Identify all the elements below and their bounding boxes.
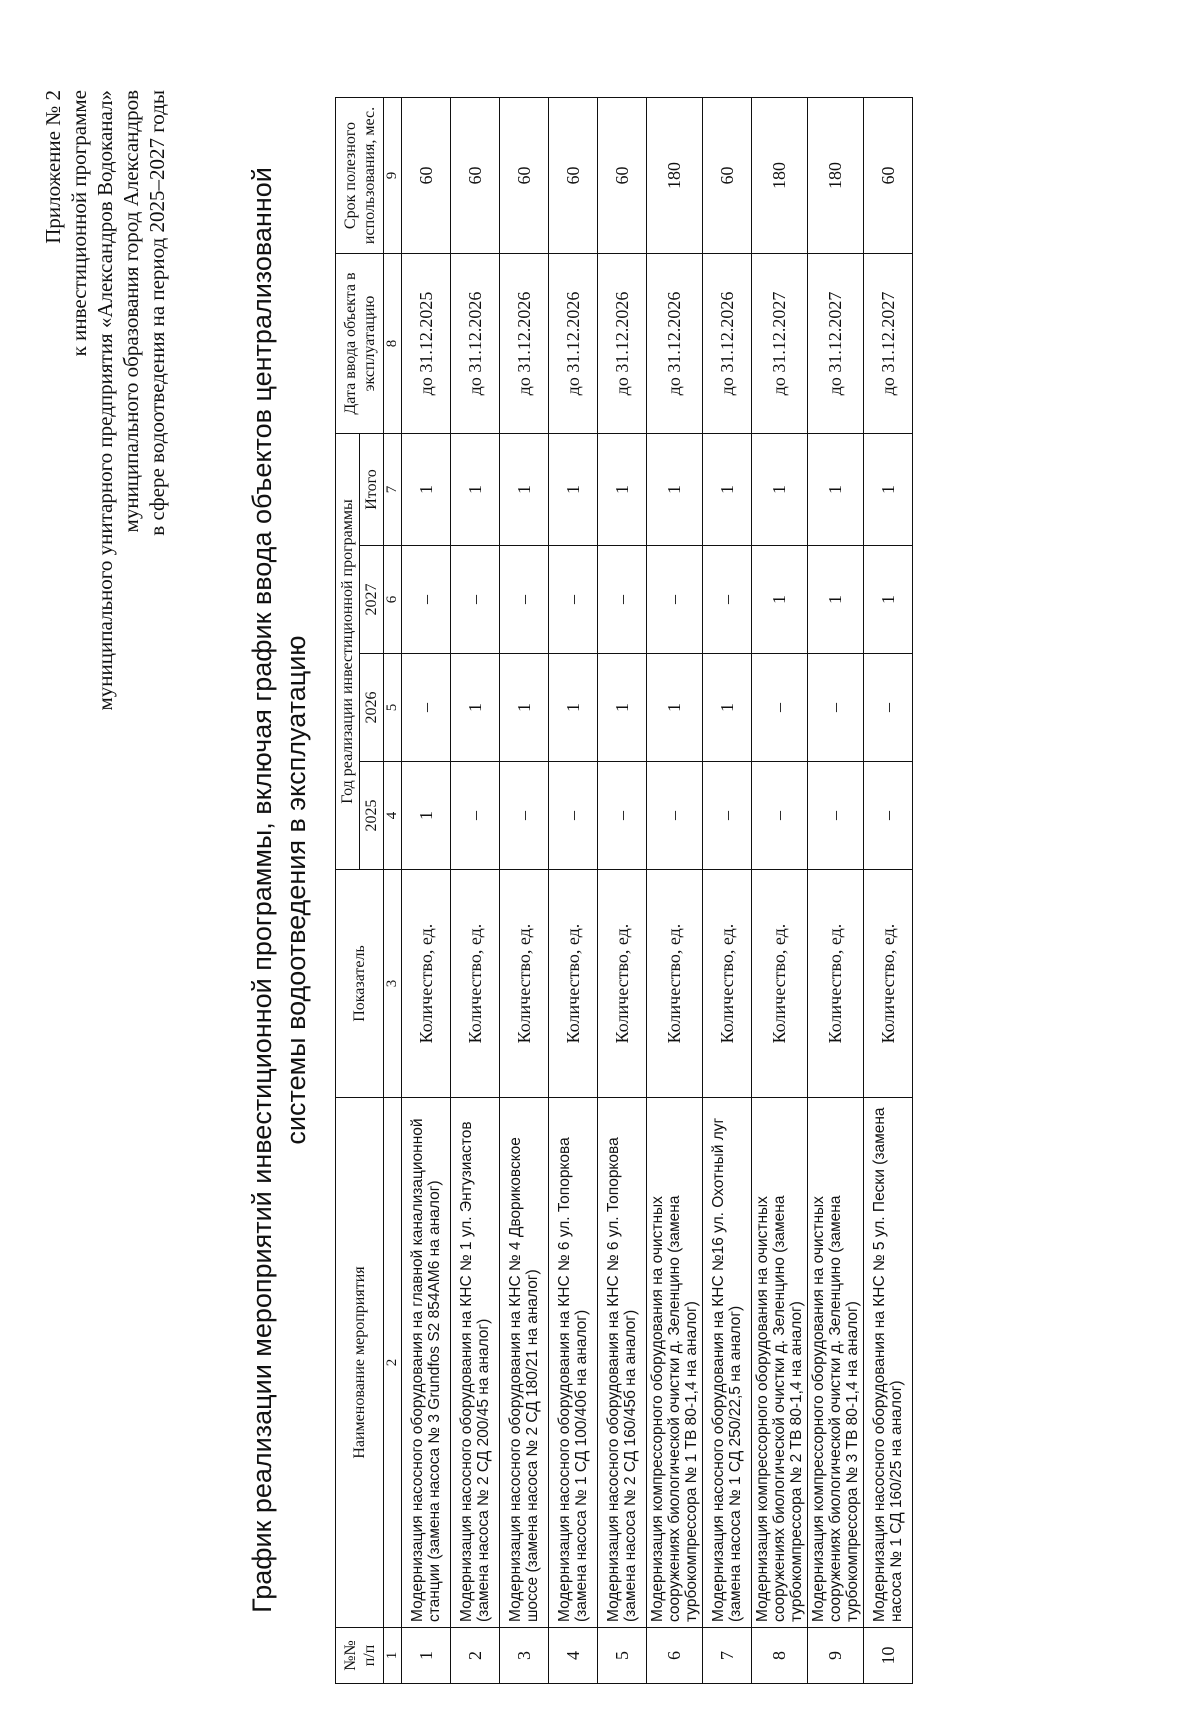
header-life: Срок полезного использования, мес. — [336, 98, 384, 254]
year-2026-cell: 1 — [500, 654, 549, 762]
row-number: 5 — [598, 1628, 647, 1684]
event-name: Модернизация насосного оборудования на главной канализационной станции (замена насоса № 3 Grundfos S2 854AM6 на аналог) — [402, 1098, 451, 1628]
year-2025-cell: – — [598, 762, 647, 870]
total-cell: 1 — [808, 434, 864, 546]
total-cell: 1 — [752, 434, 808, 546]
indicator-cell: Количество, ед. — [500, 870, 549, 1098]
commissioning-date-cell: до 31.12.2026 — [598, 254, 647, 434]
year-2025-cell: – — [451, 762, 500, 870]
header-indicator: Показатель — [336, 870, 384, 1098]
header-total: Итого — [360, 434, 384, 546]
useful-life-cell: 180 — [752, 98, 808, 254]
indicator-cell: Количество, ед. — [598, 870, 647, 1098]
useful-life-cell: 60 — [500, 98, 549, 254]
table-row — [549, 98, 598, 1684]
event-name: Модернизация насосного оборудования на КНС № 5 ул. Пески (замена насоса № 1 СД 160/25 на аналог) — [864, 1098, 913, 1628]
total-cell: 1 — [598, 434, 647, 546]
indicator-cell: Количество, ед. — [864, 870, 913, 1098]
total-cell: 1 — [549, 434, 598, 546]
year-2025-cell: – — [808, 762, 864, 870]
table-row — [598, 98, 647, 1684]
table-row — [402, 98, 451, 1684]
commissioning-date-cell: до 31.12.2026 — [500, 254, 549, 434]
indicator-cell: Количество, ед. — [451, 870, 500, 1098]
row-number: 4 — [549, 1628, 598, 1684]
year-2026-cell: 1 — [598, 654, 647, 762]
row-number: 1 — [402, 1628, 451, 1684]
total-cell: 1 — [402, 434, 451, 546]
column-number: 9 — [384, 98, 402, 254]
total-cell: 1 — [647, 434, 703, 546]
useful-life-cell: 180 — [647, 98, 703, 254]
commissioning-date-cell: до 31.12.2026 — [703, 254, 752, 434]
appendix-line: в сфере водоотведения на период 2025–2027 годы — [145, 90, 169, 536]
column-number: 5 — [384, 654, 402, 762]
year-2027-cell: – — [598, 546, 647, 654]
schedule-table — [335, 97, 913, 1684]
event-name: Модернизация компрессорного оборудования на очистных сооружениях биологической очистки д. Зеленцино (замена турбокомпрессора № 1 ТВ 80-1,4 на аналог) — [647, 1098, 703, 1628]
year-2026-cell: 1 — [647, 654, 703, 762]
year-2025-cell: 1 — [402, 762, 451, 870]
year-2027-cell: 1 — [864, 546, 913, 654]
useful-life-cell: 60 — [549, 98, 598, 254]
year-2026-cell: – — [402, 654, 451, 762]
event-name: Модернизация насосного оборудования на КНС № 6 ул. Топоркова (замена насоса № 2 СД 160/45б на аналог) — [598, 1098, 647, 1628]
total-cell: 1 — [703, 434, 752, 546]
row-number: 7 — [703, 1628, 752, 1684]
row-number: 6 — [647, 1628, 703, 1684]
year-2025-cell: – — [549, 762, 598, 870]
year-2026-cell: 1 — [451, 654, 500, 762]
header-name: Наименование мероприятия — [336, 1098, 384, 1628]
year-2027-cell: 1 — [752, 546, 808, 654]
column-number: 6 — [384, 546, 402, 654]
commissioning-date-cell: до 31.12.2026 — [549, 254, 598, 434]
table-body — [402, 98, 913, 1684]
total-cell: 1 — [500, 434, 549, 546]
year-2026-cell: – — [864, 654, 913, 762]
total-cell: 1 — [451, 434, 500, 546]
column-number: 1 — [384, 1628, 402, 1684]
year-2026-cell: – — [808, 654, 864, 762]
document-title — [245, 90, 313, 1690]
table-row — [864, 98, 913, 1684]
event-name: Модернизация насосного оборудования на КНС № 4 Двориковское шоссе (замена насоса № 2 СД 180/21 на аналог) — [500, 1098, 549, 1628]
year-2026-cell: 1 — [549, 654, 598, 762]
year-2027-cell: – — [549, 546, 598, 654]
useful-life-cell: 180 — [808, 98, 864, 254]
year-2027-cell: – — [451, 546, 500, 654]
indicator-cell: Количество, ед. — [808, 870, 864, 1098]
commissioning-date-cell: до 31.12.2027 — [752, 254, 808, 434]
event-name: Модернизация компрессорного оборудования на очистных сооружениях биологической очистки д. Зеленцино (замена турбокомпрессора № 2 ТВ 80-1,4 на аналог) — [752, 1098, 808, 1628]
appendix-line: муниципального образования город Александров — [119, 90, 143, 533]
header-2027: 2027 — [360, 546, 384, 654]
document-page — [40, 90, 1120, 1690]
commissioning-date-cell: до 31.12.2026 — [451, 254, 500, 434]
column-number: 8 — [384, 254, 402, 434]
year-2026-cell: – — [752, 654, 808, 762]
commissioning-date-cell: до 31.12.2027 — [864, 254, 913, 434]
year-2027-cell: 1 — [808, 546, 864, 654]
indicator-cell: Количество, ед. — [402, 870, 451, 1098]
year-2027-cell: – — [647, 546, 703, 654]
indicator-cell: Количество, ед. — [549, 870, 598, 1098]
table-row — [703, 98, 752, 1684]
total-cell: 1 — [864, 434, 913, 546]
appendix-header — [40, 90, 170, 1690]
useful-life-cell: 60 — [402, 98, 451, 254]
column-number: 2 — [384, 1098, 402, 1628]
year-2025-cell: – — [647, 762, 703, 870]
table-row — [500, 98, 549, 1684]
appendix-line: муниципального унитарного предприятия «Александров Водоканал» — [93, 90, 117, 711]
indicator-cell: Количество, ед. — [647, 870, 703, 1098]
year-2027-cell: – — [402, 546, 451, 654]
header-2026: 2026 — [360, 654, 384, 762]
table-row — [647, 98, 703, 1684]
event-name: Модернизация насосного оборудования на КНС № 6 ул. Топоркова (замена насоса № 1 СД 100/40б на аналог) — [549, 1098, 598, 1628]
useful-life-cell: 60 — [864, 98, 913, 254]
event-name: Модернизация насосного оборудования на КНС №16 ул. Охотный луг (замена насоса № 1 СД 250/22,5 на аналог) — [703, 1098, 752, 1628]
year-2025-cell: – — [752, 762, 808, 870]
event-name: Модернизация насосного оборудования на КНС № 1 ул. Энтузиастов (замена насоса № 2 СД 200/45 на аналог) — [451, 1098, 500, 1628]
year-2025-cell: – — [500, 762, 549, 870]
event-name: Модернизация компрессорного оборудования на очистных сооружениях биологической очистки д. Зеленцино (замена турбокомпрессора № 3 ТВ 80-1,4 на аналог) — [808, 1098, 864, 1628]
title-line-2: системы водоотведения в эксплуатацию — [281, 635, 311, 1145]
title-line-1: График реализации мероприятий инвестиционной программы, включая график ввода объектов централизованной — [247, 167, 277, 1613]
commissioning-date-cell: до 31.12.2026 — [647, 254, 703, 434]
useful-life-cell: 60 — [598, 98, 647, 254]
row-number: 9 — [808, 1628, 864, 1684]
year-2027-cell: – — [703, 546, 752, 654]
row-number: 8 — [752, 1628, 808, 1684]
table-header — [336, 98, 384, 1684]
column-number-row — [384, 98, 402, 1684]
column-number: 7 — [384, 434, 402, 546]
indicator-cell: Количество, ед. — [703, 870, 752, 1098]
column-number: 4 — [384, 762, 402, 870]
table-row — [451, 98, 500, 1684]
commissioning-date-cell: до 31.12.2025 — [402, 254, 451, 434]
year-2027-cell: – — [500, 546, 549, 654]
header-num: №№ п/п — [336, 1628, 384, 1684]
year-2025-cell: – — [703, 762, 752, 870]
indicator-cell: Количество, ед. — [752, 870, 808, 1098]
appendix-line: Приложение № 2 — [41, 90, 65, 244]
row-number: 10 — [864, 1628, 913, 1684]
column-number: 3 — [384, 870, 402, 1098]
year-2025-cell: – — [864, 762, 913, 870]
table-row — [808, 98, 864, 1684]
row-number: 3 — [500, 1628, 549, 1684]
useful-life-cell: 60 — [703, 98, 752, 254]
header-2025: 2025 — [360, 762, 384, 870]
year-2026-cell: 1 — [703, 654, 752, 762]
useful-life-cell: 60 — [451, 98, 500, 254]
header-date: Дата ввода объекта в эксплуатацию — [336, 254, 384, 434]
table-row — [752, 98, 808, 1684]
commissioning-date-cell: до 31.12.2027 — [808, 254, 864, 434]
appendix-line: к инвестиционной программе — [67, 90, 91, 357]
header-year-group: Год реализации инвестиционной программы — [336, 434, 360, 870]
row-number: 2 — [451, 1628, 500, 1684]
